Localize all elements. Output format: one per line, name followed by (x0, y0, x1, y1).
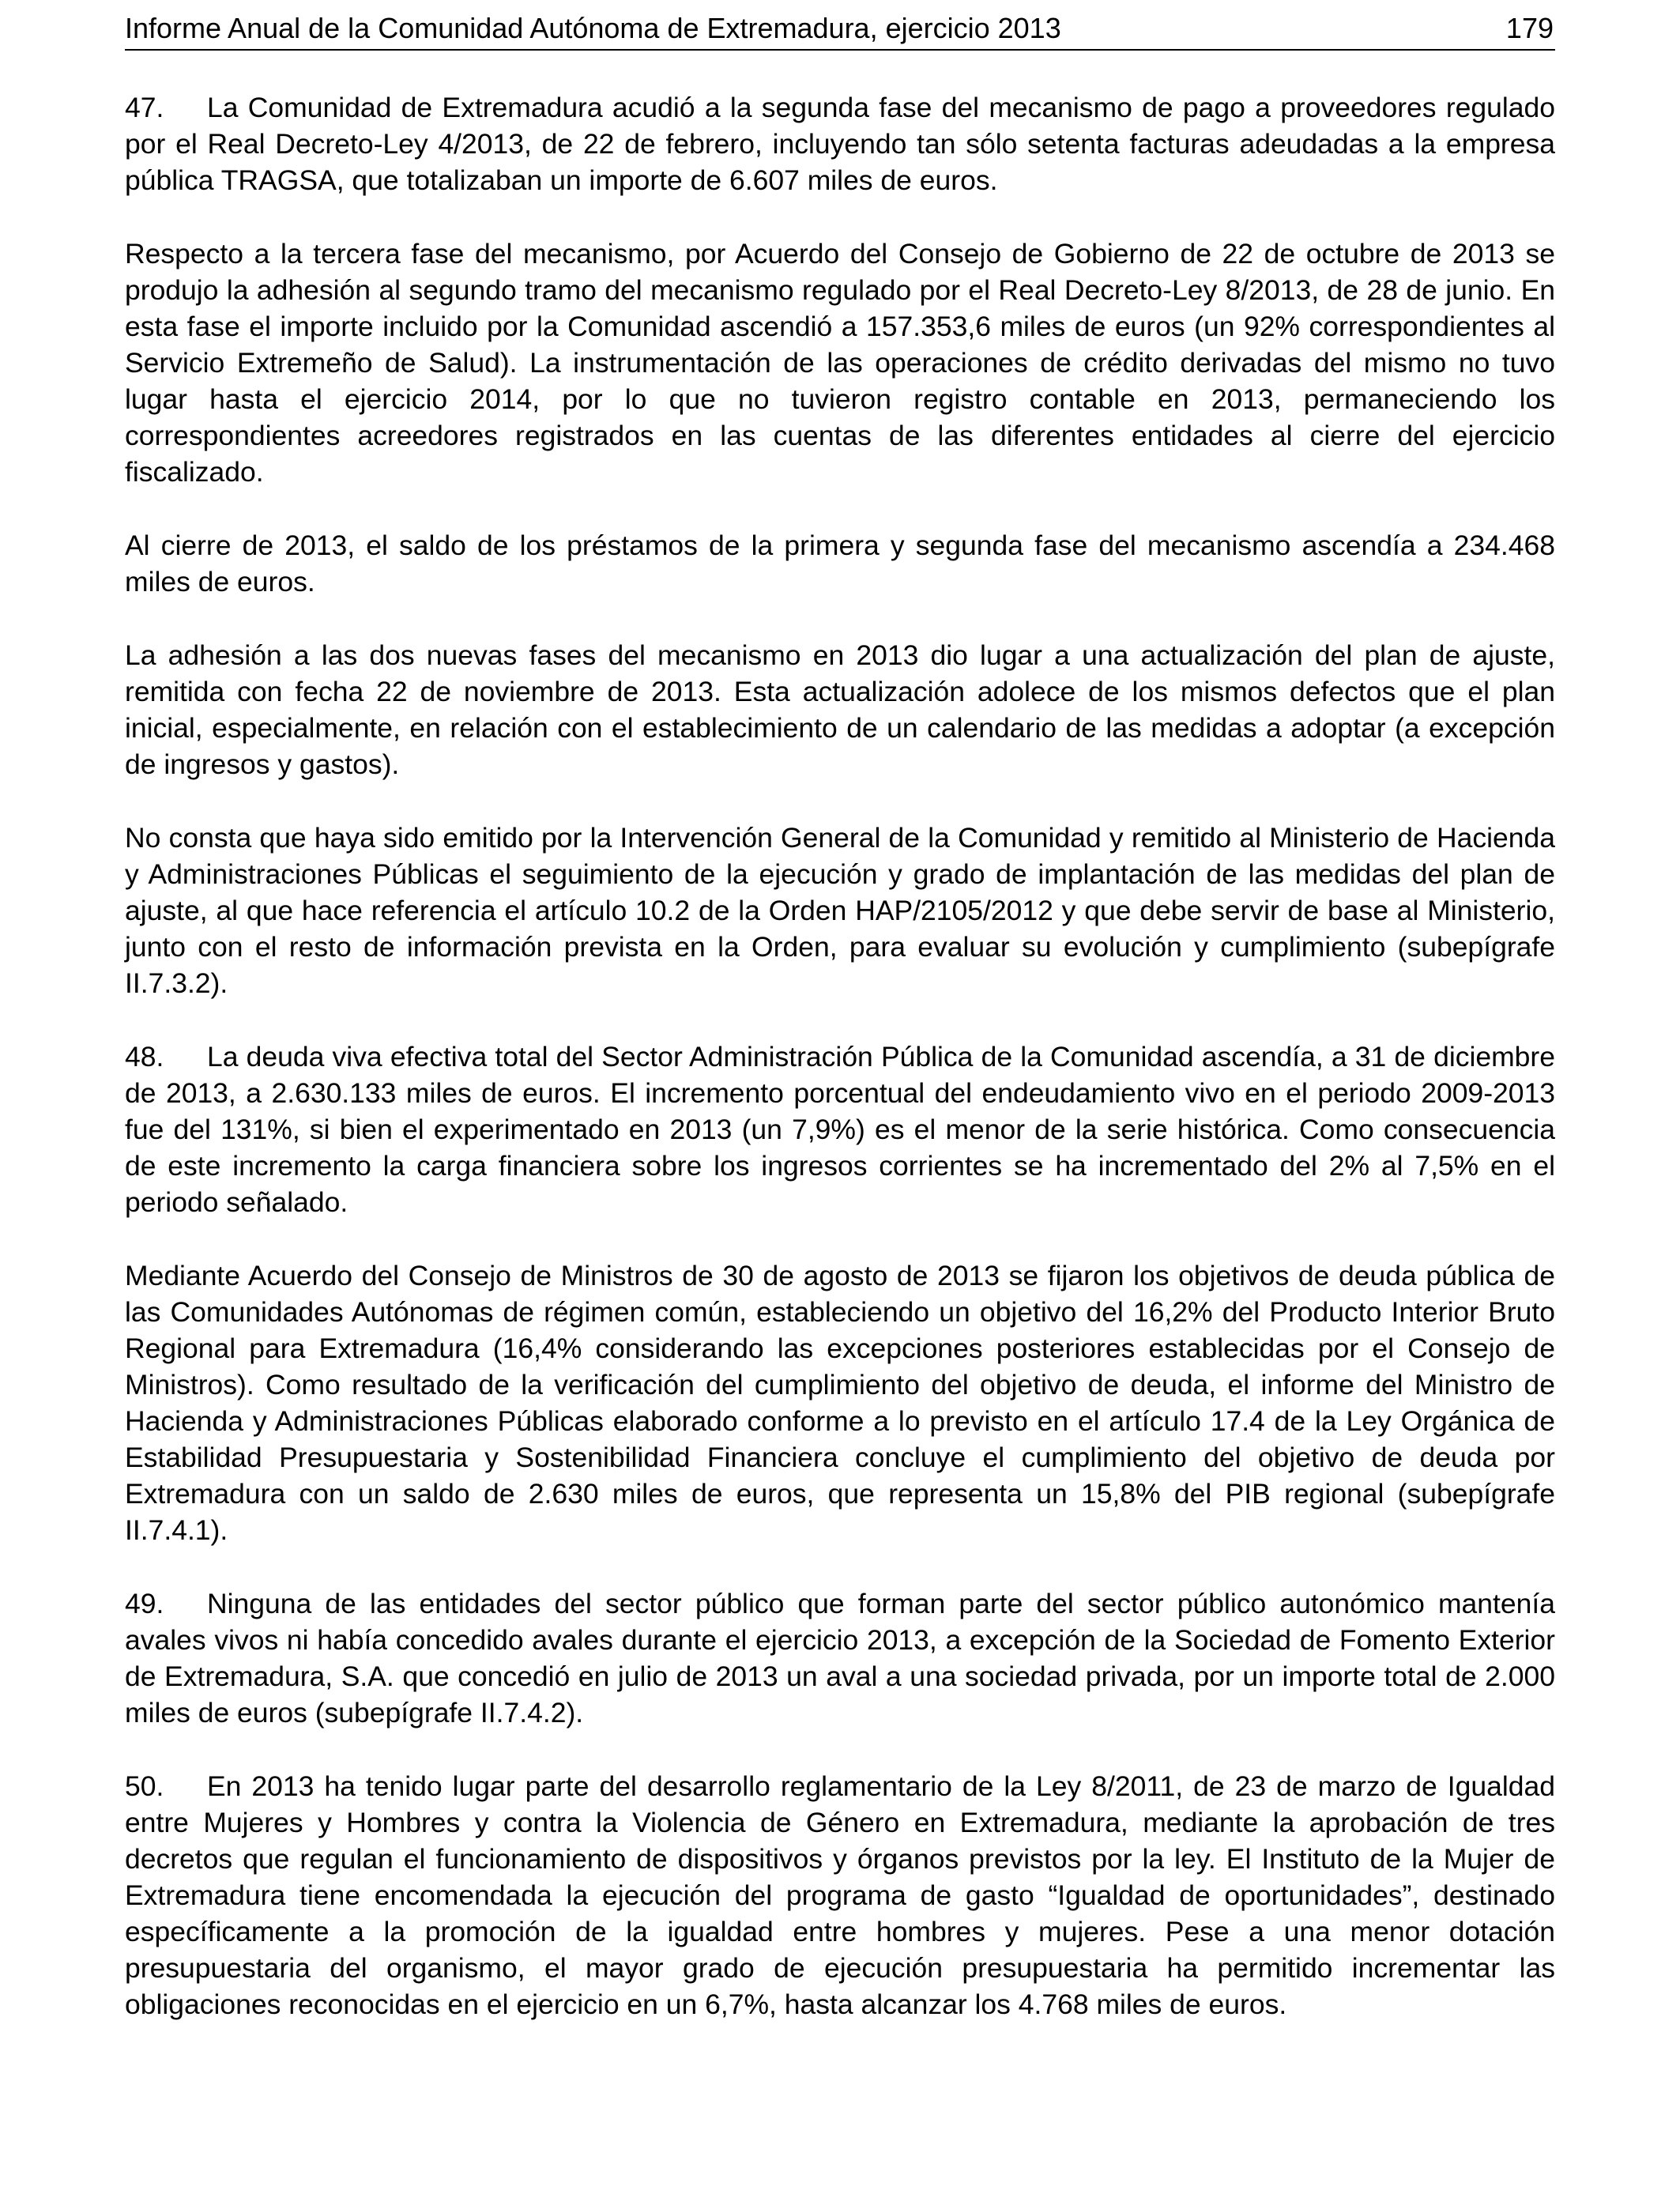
paragraph-text: En 2013 ha tenido lugar parte del desarrollo reglamentario de la Ley 8/2011, de 23 de marzo de Igualdad entre Mujeres y Hombres y contra la Violencia de Género en Extremadura, mediante la aprobación de tres decretos que regulan el funcionamiento de dispositivos y órganos previstos por la ley. El Instituto de la Mujer de Extremadura tiene encomendada la ejecución del programa de gasto “Igualdad de oportunidades”, destinado específicamente a la promoción de la igualdad entre hombres y mujeres. Pese a una menor dotación presupuestaria del organismo, el mayor grado de ejecución presupuestaria ha permitido incrementar las obligaciones reconocidas en el ejercicio en un 6,7%, hasta alcanzar los 4.768 miles de euros. (125, 1770, 1555, 2020)
paragraph-48 (125, 1039, 1555, 1220)
paragraph-49 (125, 1585, 1555, 1731)
paragraph-47 (125, 89, 1555, 198)
document-body (125, 89, 1555, 2060)
paragraph-text: La Comunidad de Extremadura acudió a la segunda fase del mecanismo de pago a proveedores regulado por el Real Decreto-Ley 4/2013, de 22 de febrero, incluyendo tan sólo setenta facturas adeudadas a la empresa pública TRAGSA, que totalizaban un importe de 6.607 miles de euros. (125, 92, 1555, 196)
paragraph-text: No consta que haya sido emitido por la Intervención General de la Comunidad y remitido al Ministerio de Hacienda y Administraciones Públicas el seguimiento de la ejecución y grado de implantación de las medidas del plan de ajuste, al que hace referencia el artículo 10.2 de la Orden HAP/2105/2012 y que debe servir de base al Ministerio, junto con el resto de información prevista en la Orden, para evaluar su evolución y cumplimiento (subepígrafe II.7.3.2). (125, 822, 1555, 999)
paragraph-text: Al cierre de 2013, el saldo de los préstamos de la primera y segunda fase del mecanismo ascendía a 234.468 miles de euros. (125, 530, 1555, 598)
paragraph-number: 50. (125, 1770, 164, 1802)
paragraph-text: Mediante Acuerdo del Consejo de Ministros de 30 de agosto de 2013 se fijaron los objetivos de deuda pública de las Comunidades Autónomas de régimen común, estableciendo un objetivo del 16,2% del Producto Interior Bruto Regional para Extremadura (16,4% considerando las excepciones posteriores establecidas por el Consejo de Ministros). Como resultado de la verificación del cumplimiento del objetivo de deuda, el informe del Ministro de Hacienda y Administraciones Públicas elaborado conforme a lo previsto en el artículo 17.4 de la Ley Orgánica de Estabilidad Presupuestaria y Sostenibilidad Financiera concluye el cumplimiento del objetivo de deuda por Extremadura con un saldo de 2.630 miles de euros, que representa un 15,8% del PIB regional (subepígrafe II.7.4.1). (125, 1260, 1555, 1546)
page-header (125, 5, 1555, 51)
paragraph (125, 1257, 1555, 1548)
paragraph (125, 820, 1555, 1001)
paragraph-text: La deuda viva efectiva total del Sector Administración Pública de la Comunidad ascendía, a 31 de diciembre de 2013, a 2.630.133 miles de euros. El incremento porcentual del endeudamiento vivo en el periodo 2009-2013 fue del 131%, si bien el experimentado en 2013 (un 7,9%) es el menor de la serie histórica. Como consecuencia de este incremento la carga financiera sobre los ingresos corrientes se ha incrementado del 2% al 7,5% en el periodo señalado. (125, 1041, 1555, 1218)
paragraph-text: Respecto a la tercera fase del mecanismo, por Acuerdo del Consejo de Gobierno de 22 de octubre de 2013 se produjo la adhesión al segundo tramo del mecanismo regulado por el Real Decreto-Ley 8/2013, de 28 de junio. En esta fase el importe incluido por la Comunidad ascendió a 157.353,6 miles de euros (un 92% correspondientes al Servicio Extremeño de Salud). La instrumentación de las operaciones de crédito derivadas del mismo no tuvo lugar hasta el ejercicio 2014, por lo que no tuvieron registro contable en 2013, permaneciendo los correspondientes acreedores registrados en las cuentas de las diferentes entidades al cierre del ejercicio fiscalizado. (125, 238, 1555, 488)
paragraph-number: 47. (125, 92, 164, 123)
paragraph (125, 527, 1555, 600)
paragraph (125, 236, 1555, 490)
page-number: 179 (1505, 12, 1554, 44)
paragraph (125, 637, 1555, 782)
paragraph-number: 48. (125, 1041, 164, 1072)
paragraph-50 (125, 1768, 1555, 2022)
paragraph-text: Ninguna de las entidades del sector público que forman parte del sector público autonómico mantenía avales vivos ni había concedido avales durante el ejercicio 2013, a excepción de la Sociedad de Fomento Exterior de Extremadura, S.A. que concedió en julio de 2013 un aval a una sociedad privada, por un importe total de 2.000 miles de euros (subepígrafe II.7.4.2). (125, 1588, 1555, 1728)
paragraph-number: 49. (125, 1588, 164, 1619)
paragraph-text: La adhesión a las dos nuevas fases del mecanismo en 2013 dio lugar a una actualización del plan de ajuste, remitida con fecha 22 de noviembre de 2013. Esta actualización adolece de los mismos defectos que el plan inicial, especialmente, en relación con el establecimiento de un calendario de las medidas a adoptar (a excepción de ingresos y gastos). (125, 639, 1555, 780)
document-page (125, 0, 1555, 2194)
header-title: Informe Anual de la Comunidad Autónoma de Extremadura, ejercicio 2013 (125, 12, 1061, 44)
